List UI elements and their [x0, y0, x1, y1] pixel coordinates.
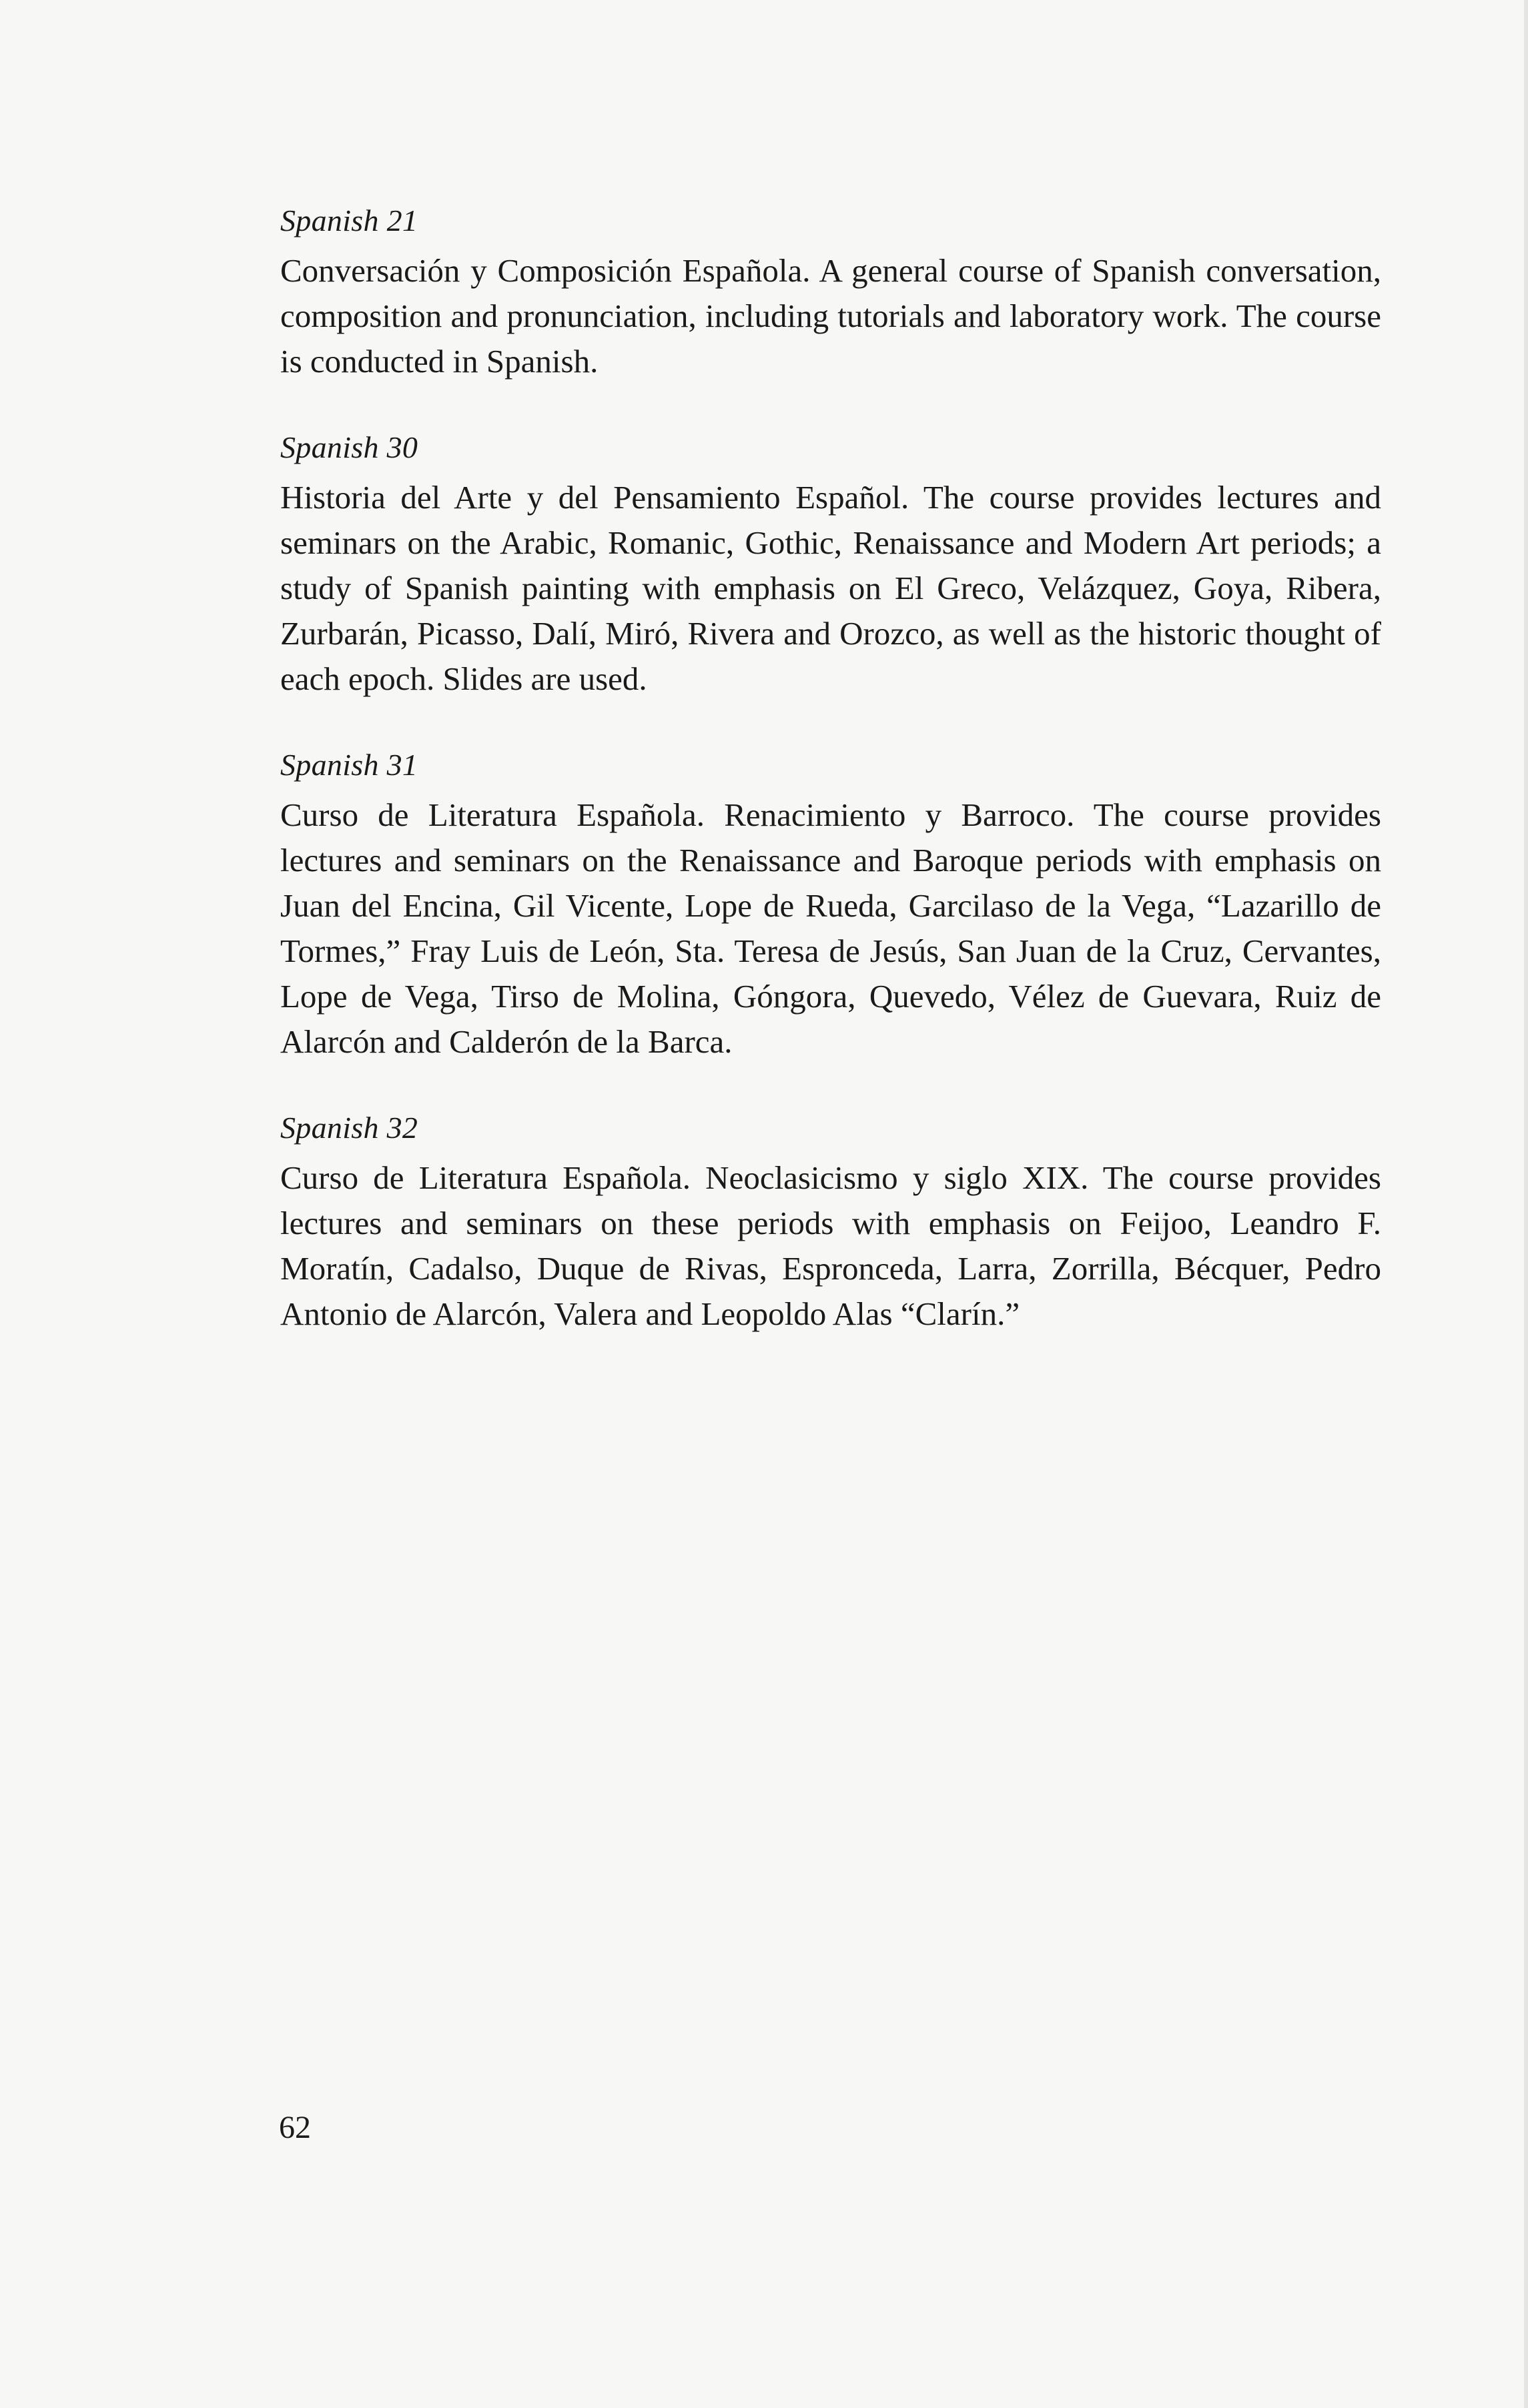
course-description: Curso de Literatura Española. Neoclasicismo y siglo XIX. The course provides lectures and seminars on these periods with emphasis on Feijoo, Leandro F. Moratín, Cadalso, Duque de Rivas, Espronceda, Larra, Zorrilla, Bécquer, Pedro Antonio de Alarcón, Valera and Leopoldo Alas “Clarín.”	[280, 1159, 1381, 1332]
course-heading: Spanish 32	[280, 1111, 418, 1145]
course-heading: Spanish 21	[280, 203, 418, 237]
page-edge	[1524, 0, 1528, 2408]
course-description: Curso de Literatura Española. Renacimiento y Barroco. The course provides lectures and seminars on the Renaissance and Baroque periods with emphasis on Juan del Encina, Gil Vicente, Lope de Rueda, Garcilaso de la Vega, “Lazarillo de Tormes,” Fray Luis de León, Sta. Teresa de Jesús, San Juan de la Cruz, Cervantes, Lope de Vega, Tirso de Molina, Góngora, Quevedo, Vélez de Guevara, Ruiz de Alarcón and Calderón de la Barca.	[280, 796, 1381, 1060]
course-entry-spanish-32	[280, 1107, 1381, 1337]
course-description: Historia del Arte y del Pensamiento Español. The course provides lectures and seminars on the Arabic, Romanic, Gothic, Renaissance and Modern Art periods; a study of Spanish painting with emphasis on El Greco, Velázquez, Goya, Ribera, Zurbarán, Picasso, Dalí, Miró, Rivera and Orozco, as well as the historic thought of each epoch. Slides are used.	[280, 479, 1381, 697]
page-number: 62	[279, 2110, 311, 2145]
course-entry-spanish-21	[280, 200, 1381, 384]
course-entry-spanish-31	[280, 744, 1381, 1065]
course-heading: Spanish 31	[280, 748, 418, 782]
course-description: Conversación y Composición Española. A general course of Spanish conversation, composition and pronunciation, including tutorials and laboratory work. The course is conducted in Spanish.	[280, 252, 1381, 380]
course-listing	[280, 200, 1381, 1379]
course-entry-spanish-30	[280, 427, 1381, 702]
course-heading: Spanish 30	[280, 430, 418, 464]
